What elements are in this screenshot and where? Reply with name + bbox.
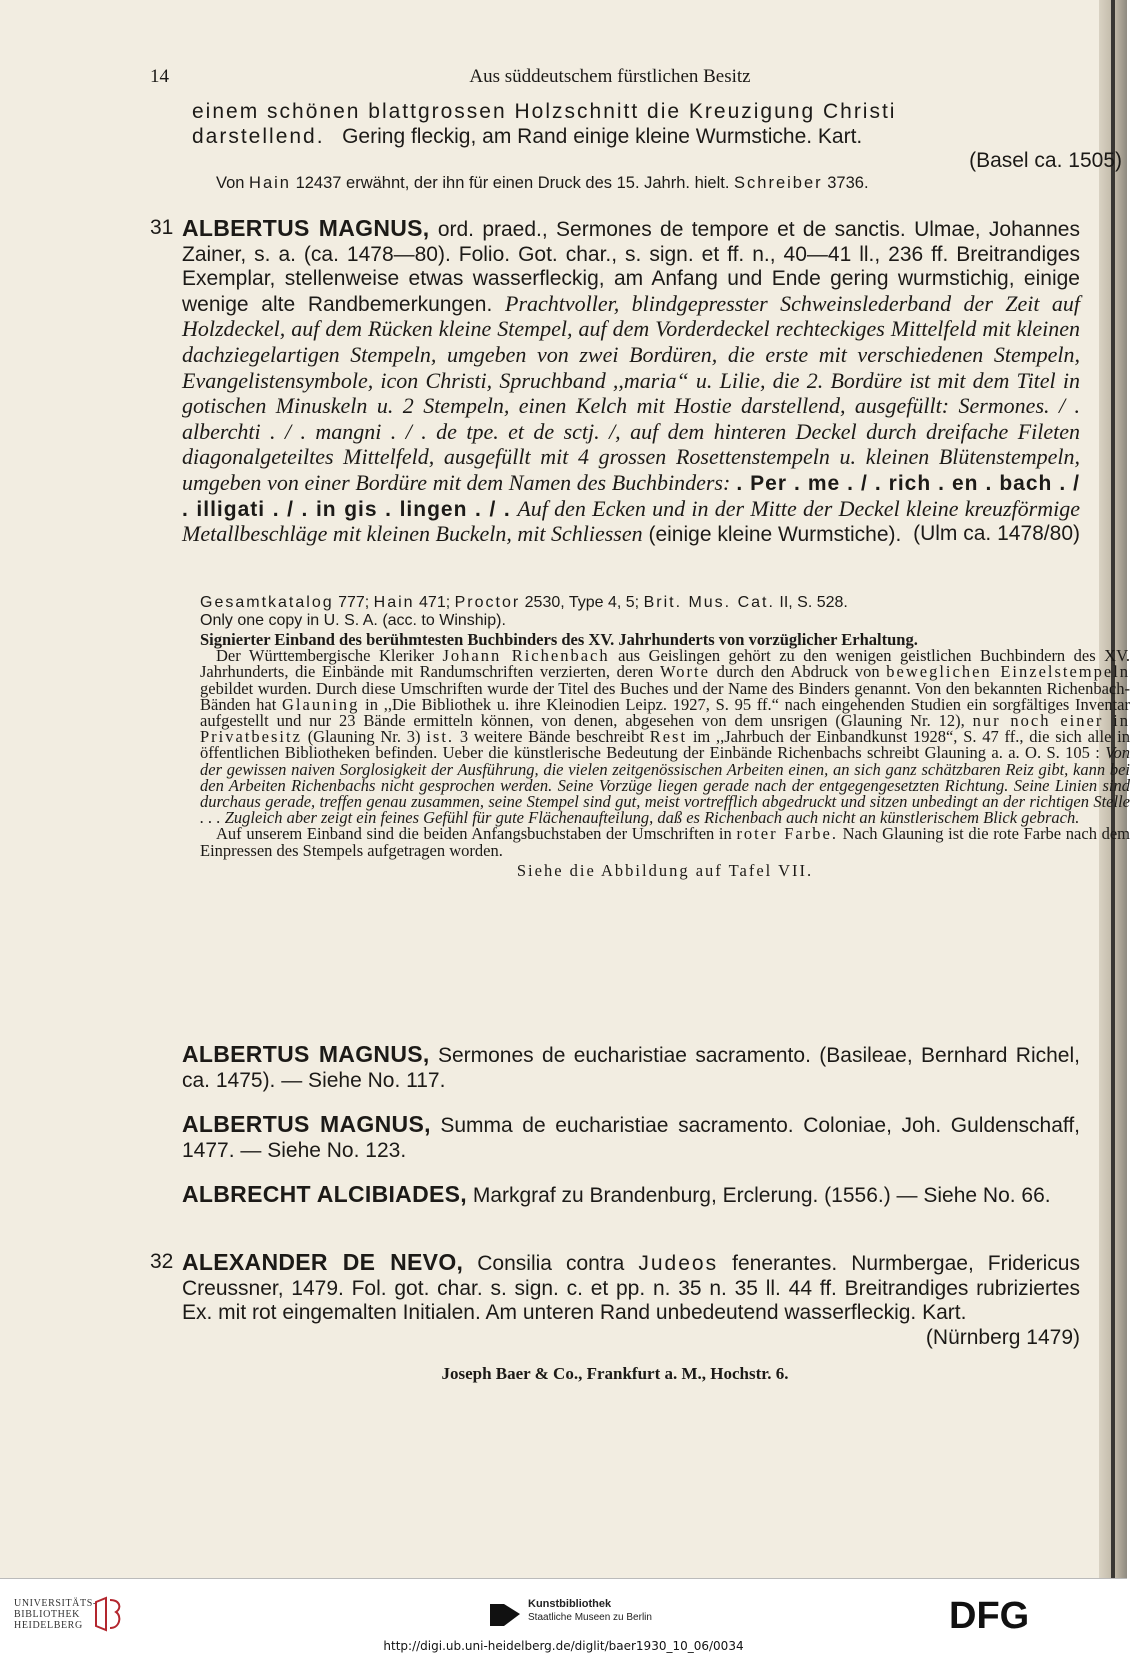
carryover-line2: darstellend. Gering fleckig, am Rand einige kleine Wurmstiche. Kart.: [192, 124, 863, 148]
entry-31: [150, 216, 1080, 548]
page-url[interactable]: http://digi.ub.uni-heidelberg.de/diglit/baer1930_10_06/0034: [383, 1639, 744, 1653]
entry-author: ALBERTUS MAGNUS,: [182, 215, 430, 241]
notes-31: [150, 632, 1140, 879]
page-number: 14: [150, 66, 169, 87]
heidelberg-logo-icon: [92, 1596, 126, 1632]
entry-32: [150, 1250, 1080, 1350]
carryover-entry: [150, 100, 1122, 174]
footer-rule: [0, 1578, 1127, 1579]
entry-32-body: ALEXANDER DE NEVO, Consilia contra Judeos fenerantes. Nurmbergae, Fridericus Creussner, 1479. Fol. got. char. s. sign. c. et pp. n. 35 n. 35 ll. 44 ff. Breitrandiges rubriziertes Ex. mit rot eingemalten Initialen. Am unteren Rand unbedeutend wasserfleckig. Kart. (Nürnberg 1479): [182, 1249, 1080, 1349]
cross-reference-123: ALBERTUS MAGNUS, Summa de eucharistiae sacramento. Coloniae, Joh. Guldenschaff, 1477. — Siehe No. 123.: [182, 1111, 1080, 1162]
entry-number: 32: [150, 1250, 174, 1273]
cross-reference-117: ALBERTUS MAGNUS, Sermones de eucharistiae sacramento. (Basileae, Bernhard Richel, ca. 1475). — Siehe No. 117.: [182, 1041, 1080, 1092]
notes-paragraph-2: Auf unserem Einband sind die beiden Anfangsbuchstaben der Umschriften in roter Farbe. Nach Glauning ist die rote Farbe nach dem Einpressen des Stempels aufgetragen worden.: [200, 824, 1131, 860]
svg-text:DFG: DFG: [949, 1595, 1030, 1637]
notes-paragraph-1: Der Württembergische Kleriker Johann Richenbach aus Geislingen gehört zu den wenigen geistlichen Buchbindern des XV. Jahrhunderts, die Einbände mit Randumschriften verzierten, deren Worte durch den Abdruck von beweglichen Einzelstempeln gebildet wurden. Durch diese Umschriften wurde der Titel des Buches und der Name des Binders genannt. Von den bekannten Richenbach-Bänden hat Glauning in ,,Die Bibliothek u. ihre Kleinodien Leipz. 1927, S. 95 ff.“ nach eingehenden Studien ein sorgfältiges Inventar aufgestellt und nur 23 Bände ermitteln können, von denen, abgesehen von dem unsrigen (Glauning Nr. 12), nur noch einer in Privatbesitz (Glauning Nr. 3) ist. 3 weitere Bände beschreibt Rest im ,,Jahrbuch der Einbandkunst 1928“, S. 47 ff., die sich alle in öffentlichen Bibliotheken befinden. Ueber die künstlerische Bedeutung der Einbände Richenbachs schreibt Glauning a. a. O. S. 105 : Von der gewissen naiven Sorglosigkeit der Ausführung, die vielen zeitgenössischen Arbeiten einen, an sich ganz schätzbaren Reiz gibt, kann bei den Arbeiten Richenbachs nicht gesprochen werden. Seine Vorzüge liegen gerade nach der entgegengesetzten Richtung. Seine Linien sind durchaus gerade, treffen genau zusammen, seine Stempel sind gut, meist vortrefflich abgedruckt und sitzen unbedingt an der richtigen Stelle . . . Zugleich aber zeigt ein feines Gefühl für gute Flächenaufteilung, daß es Richenbach auch nicht an künstlerischem Blick gebrach.: [200, 646, 1131, 828]
running-title: Aus süddeutschem fürstlichen Besitz: [469, 66, 751, 87]
publisher-line: Joseph Baer & Co., Frankfurt a. M., Hochstr. 6.: [441, 1364, 789, 1383]
entry-31-body: ALBERTUS MAGNUS, ord. praed., Sermones de tempore et de sanctis. Ulmae, Johannes Zainer, s. a. (ca. 1478—80). Folio. Got. char., s. sign. et ff. n., 40—41 ll., 236 ff. Breitrandiges Exemplar, stellenweise etwas wasserfleckig, am Anfang und Ende gering wurmstichig, einige wenige alte Randbemerkungen. Prachtvoller, blindgepresster Schweinslederband der Zeit auf Holzdeckel, auf dem Rücken kleine Stempel, auf dem Vorderdeckel rechteckiges Mittelfeld mit kleinen dachziegelartigen Stempeln, umgeben von zwei Bordüren, die erste mit verschiedenen Stempeln, Evangelistensymbole, icon Christi, Spruchband ,,maria“ u. Lilie, die 2. Bordüre ist mit dem Titel in gotischen Minuskeln u. 2 Stempeln, einen Kelch mit Hostie darstellend, ausgefüllt: Sermones. / . alberchti . / . mangni . / . de tpe. et de sctj. /, auf dem hinteren Deckel durch dreifache Fileten diagonalgeteiltes Mittelfeld, ausgefüllt mit 4 grossen Rosettenstempeln u. kleinen Blütenstempeln, umgeben von einer Bordüre mit dem Namen des Buchbinders: . Per . me . / . rich . en . bach . / . illigati . / . in gis . lingen . / . Auf den Ecken und in der Mitte der Deckel kleine kreuzförmige Metallbeschläge mit kleinen Buckeln, mit Schliessen (einige kleine Wurmstiche). (Ulm ca. 1478/80): [182, 215, 1080, 547]
university-library-label[interactable]: UNIVERSITÄTS- BIBLIOTHEK HEIDELBERG: [14, 1598, 97, 1631]
references: Gesamtkatalog 777; Hain 471; Proctor 2530, Type 4, 5; Brit. Mus. Cat. II, S. 528. Only one copy in U. S. A. (acc. to Winship).: [200, 594, 848, 629]
carryover-place: (Basel ca. 1505): [969, 149, 1122, 173]
dfg-logo-icon[interactable]: [945, 1594, 1055, 1637]
page-header: [150, 62, 1070, 92]
page-content: [150, 62, 1131, 1482]
kunstbibliothek-logo-icon: [490, 1600, 522, 1628]
binder-name: . Per . me . / . rich . en . bach . / . illigati . / . in gis . lingen . / .: [182, 471, 1080, 521]
entry-number: 31: [150, 216, 174, 239]
bold-remark: Signierter Einband des berühmtesten Buchbinders des XV. Jahrhunderts von vorzüglicher Erhaltung.: [200, 630, 918, 649]
kunstbibliothek-label[interactable]: Kunstbibliothek Staatliche Museen zu Berlin: [528, 1598, 652, 1623]
carryover-line1: einem schönen blattgrossen Holzschnitt die Kreuzigung Christi: [192, 100, 897, 123]
carryover-note: Von Hain 12437 erwähnt, der ihn für einen Druck des 15. Jahrh. hielt. Schreiber 3736.: [216, 174, 869, 192]
entry-place: (Ulm ca. 1478/80): [913, 522, 1080, 546]
plate-reference: Siehe die Abbildung auf Tafel VII.: [516, 860, 814, 880]
cross-reference-66: ALBRECHT ALCIBIADES, Markgraf zu Brandenburg, Erclerung. (1556.) — Siehe No. 66.: [182, 1181, 1051, 1207]
viewer-footer: [0, 1578, 1127, 1659]
